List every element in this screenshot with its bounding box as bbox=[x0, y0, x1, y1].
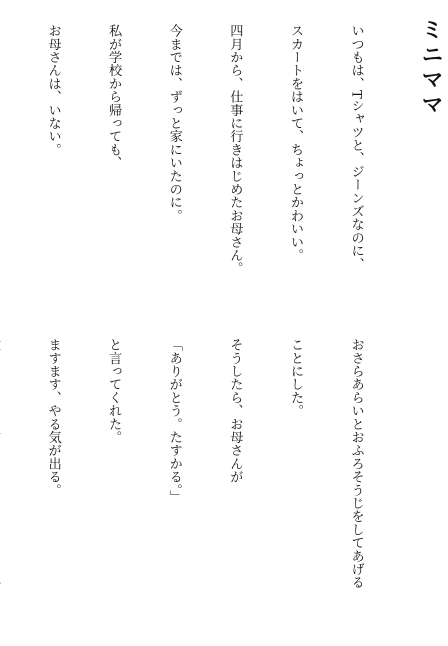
text-line: 「ありがとう。たすかる。」 bbox=[166, 338, 182, 503]
text-line: ますます、やる気が出る。 bbox=[45, 338, 61, 497]
text-line: いつもは、Tシャツと、ジーンズなのに、 bbox=[348, 24, 364, 271]
text-line: おさらあらいとおふろそうじをしてあげる bbox=[348, 338, 364, 589]
lower-text-block bbox=[0, 338, 406, 624]
text-line: 今までは、ずっと家にいたのに。 bbox=[166, 24, 182, 222]
text-line: スカートをはいて、ちょっとかわいい。 bbox=[287, 24, 303, 262]
text-line: 私が学校から帰っても、 bbox=[106, 24, 122, 170]
text-line: ことにした。 bbox=[287, 338, 303, 418]
text-line: お母さんは、いない。 bbox=[45, 24, 61, 156]
text-line bbox=[0, 338, 2, 624]
text-line bbox=[0, 24, 2, 310]
text-line: と言ってくれた。 bbox=[106, 338, 122, 444]
text-line: 四月から、仕事に行きはじめたお母さん。 bbox=[227, 24, 243, 275]
essay-title: ミニママ bbox=[418, 18, 444, 118]
text-line: そうしたら、お母さんが bbox=[227, 338, 243, 484]
upper-text-block bbox=[0, 24, 406, 310]
